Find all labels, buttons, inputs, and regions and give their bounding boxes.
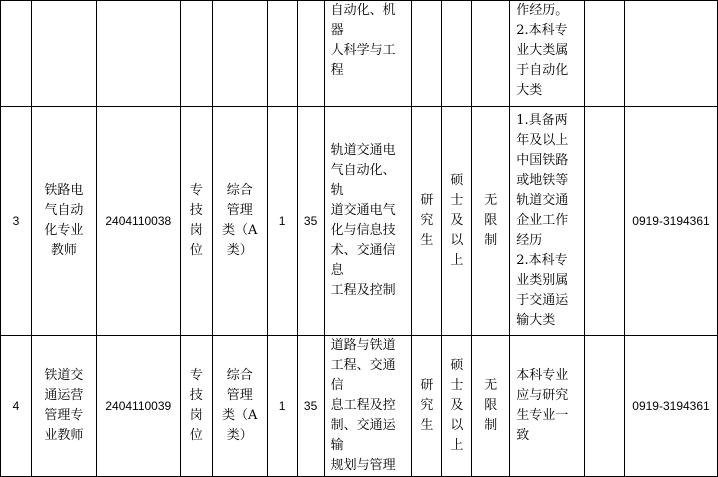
condition-cell: 本科专业 应与研究 生专业一 致 bbox=[510, 336, 585, 477]
category-cell: 综合 管理 类（A 类） bbox=[212, 107, 267, 336]
phone-cell: 0919-3194361 bbox=[625, 336, 718, 477]
table-row bbox=[1, 107, 718, 336]
index-cell: 3 bbox=[1, 107, 32, 336]
category-cell bbox=[212, 1, 267, 107]
position-cell: 铁路电 气自动 化专业 教师 bbox=[31, 107, 96, 336]
subject-cell: 轨道交通电 气自动化、轨 道交通电气 化与信息技 术、交通信息 工程及控制 bbox=[324, 107, 412, 336]
degree-cell: 硕 士 及 以 上 bbox=[442, 336, 472, 477]
age-cell bbox=[297, 1, 324, 107]
education-cell bbox=[412, 1, 442, 107]
count-cell bbox=[267, 1, 297, 107]
age-cell: 35 bbox=[297, 107, 324, 336]
position-cell: 铁道交 通运营 管理专 业教师 bbox=[31, 336, 96, 477]
phone-cell bbox=[625, 1, 718, 107]
household-cell bbox=[472, 1, 510, 107]
household-cell: 无限 制 bbox=[472, 336, 510, 477]
table-row bbox=[1, 336, 718, 477]
category-cell: 综合 管理 类（A 类） bbox=[212, 336, 267, 477]
count-cell: 1 bbox=[267, 107, 297, 336]
subject-cell: 自动化、机器 人科学与工 程 bbox=[324, 1, 412, 107]
degree-cell bbox=[442, 1, 472, 107]
table-row-partial bbox=[1, 1, 718, 107]
subject-cell: 道路与铁道 工程、交通信 息工程及控 制、交通运输 规划与管理 bbox=[324, 336, 412, 477]
post-type-cell: 专 技 岗 位 bbox=[180, 336, 212, 477]
post-type-cell bbox=[180, 1, 212, 107]
note-cell bbox=[585, 1, 625, 107]
condition-cell: 1.具备两 年及以上 中国铁路 或地铁等 轨道交通 企业工作 经历 2.本科专 业类别属 于交通运 输大类 bbox=[510, 107, 585, 336]
condition-cell: 作经历。 2.本科专 业大类属 于自动化 大类 bbox=[510, 1, 585, 107]
index-cell: 4 bbox=[1, 336, 32, 477]
note-cell bbox=[585, 107, 625, 336]
note-cell bbox=[585, 336, 625, 477]
count-cell: 1 bbox=[267, 336, 297, 477]
post-type-cell: 专 技 岗 位 bbox=[180, 107, 212, 336]
education-cell: 研 究 生 bbox=[412, 336, 442, 477]
age-cell: 35 bbox=[297, 336, 324, 477]
code-cell bbox=[96, 1, 180, 107]
index-cell bbox=[1, 1, 32, 107]
education-cell: 研 究 生 bbox=[412, 107, 442, 336]
position-cell bbox=[31, 1, 96, 107]
code-cell: 2404110039 bbox=[96, 336, 180, 477]
degree-cell: 硕 士 及 以 上 bbox=[442, 107, 472, 336]
phone-cell: 0919-3194361 bbox=[625, 107, 718, 336]
household-cell: 无限 制 bbox=[472, 107, 510, 336]
code-cell: 2404110038 bbox=[96, 107, 180, 336]
